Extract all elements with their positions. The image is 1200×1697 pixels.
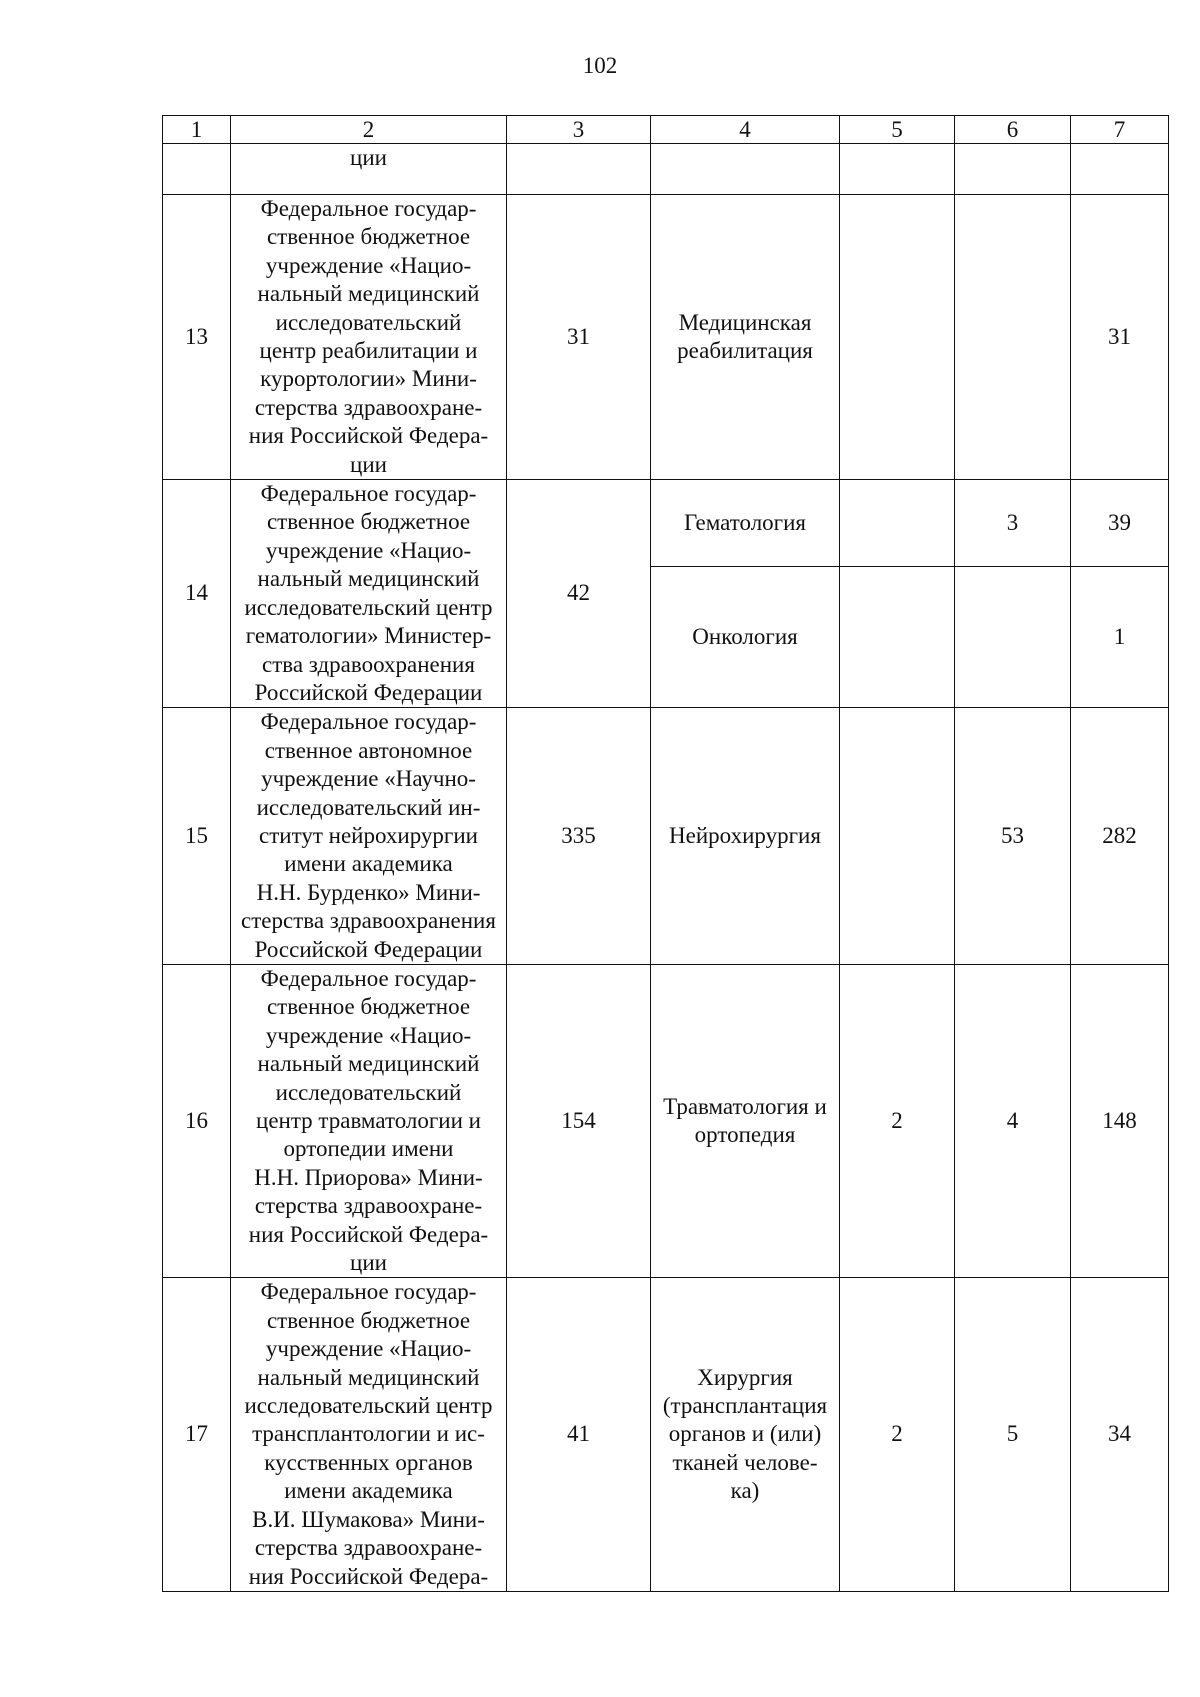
organization-line: имени академика [284,851,453,877]
organization-line: Федеральное государ- [260,709,477,735]
total-cell: 41 [507,1278,651,1591]
profile-line: Гематология [683,509,806,535]
total-cell: 335 [507,708,651,965]
organization-line: ственное бюджетное [266,224,471,250]
organization-cell [231,708,507,965]
organization-line: исследовательский [275,309,462,335]
column-number-cell: 2 [231,116,507,144]
col6-cell: 53 [955,708,1071,965]
profile-line: ортопедия [694,1122,796,1148]
table-row [163,964,1169,1277]
table-row [163,480,1169,567]
profile-line: Травматология и [663,1093,827,1119]
col6-cell: 5 [955,1278,1071,1591]
organization-line: учреждение «Нацио- [265,537,472,563]
profile-line: Онкология [692,623,798,649]
organization-line: ститут нейрохирургии [259,822,478,848]
organization-line: ния Российской Федера- [248,423,489,449]
total-cell: 31 [507,195,651,480]
organization-line: нальный медицинский [257,1364,480,1390]
organization-line: стерства здравоохранения [241,908,496,934]
organization-line: имени академика [284,1478,453,1504]
total-cell [507,144,651,195]
organization-line: стерства здравоохране- [254,394,483,420]
organization-line: ства здравоохранения [262,651,475,677]
organization-line: ственное автономное [264,737,473,763]
organization-line: ния Российской Федера- [248,1221,489,1247]
organization-line: Федеральное государ- [260,196,477,221]
organization-line: исследовательский центр [244,1393,493,1419]
organization-line: Российской Федерации [254,679,483,705]
profile-cell [651,144,840,195]
organization-line: учреждение «Нацио- [265,1022,472,1048]
organization-line: учреждение «Нацио- [265,252,472,278]
organization-line: кусственных органов [264,1449,473,1475]
organization-line: центр реабилитации и [259,338,478,364]
organization-line: Федеральное государ- [260,1279,477,1305]
col7-cell [1071,144,1169,195]
organization-line: центр травматологии и [256,1108,481,1133]
organization-line: учреждение «Нацио- [265,1336,472,1362]
col6-cell [955,195,1071,480]
col7-cell: 1 [1071,566,1169,707]
profile-line: Нейрохирургия [669,822,821,848]
col5-cell [840,708,955,965]
column-number-cell: 6 [955,116,1071,144]
organization-line: нальный медицинский [257,566,480,592]
table-row [163,708,1169,965]
col5-cell: 2 [840,964,955,1277]
organization-line: исследовательский центр [244,594,493,620]
profile-cell [651,964,840,1277]
col5-cell [840,480,955,567]
col6-cell: 3 [955,480,1071,567]
col7-cell: 39 [1071,480,1169,567]
row-number-cell: 17 [163,1278,231,1591]
organization-line: Федеральное государ- [260,965,477,991]
profile-line: реабилитация [677,338,813,364]
organization-cell [231,195,507,480]
col7-cell: 31 [1071,195,1169,480]
organization-line: Федеральное государ- [260,481,477,507]
organization-line: ственное бюджетное [266,994,471,1020]
organization-line: нальный медицинский [257,281,480,307]
column-number-cell: 3 [507,116,651,144]
profile-line: ка) [730,1478,760,1504]
organization-line: курортологии» Мини- [260,366,477,392]
organization-line: учреждение «Научно- [261,766,476,792]
organization-cell [231,480,507,708]
organization-line: ции [350,145,387,170]
profile-line: органов и (или) [668,1421,822,1447]
profile-cell [651,195,840,480]
organization-line: стерства здравоохране- [254,1193,483,1219]
col7-cell: 34 [1071,1278,1169,1591]
organization-line: ции [350,1250,387,1276]
col6-cell [955,144,1071,195]
col6-cell [955,566,1071,707]
organization-line: Российской Федерации [254,936,483,962]
profile-cell [651,566,840,707]
column-number-cell: 1 [163,116,231,144]
organization-line: Н.Н. Приорова» Мини- [254,1164,483,1190]
column-number-cell: 7 [1071,116,1169,144]
col6-cell: 4 [955,964,1071,1277]
col5-cell [840,566,955,707]
organization-line: исследовательский ин- [256,794,481,820]
organization-line: нальный медицинский [257,1051,480,1077]
row-number-cell: 13 [163,195,231,480]
row-number-cell [163,144,231,195]
col5-cell [840,195,955,480]
row-number-cell: 15 [163,708,231,965]
col5-cell: 2 [840,1278,955,1591]
col7-cell: 282 [1071,708,1169,965]
organization-line: ственное бюджетное [266,1307,471,1333]
total-cell: 154 [507,964,651,1277]
organization-line: В.И. Шумакова» Мини- [252,1506,485,1532]
profile-line: (трансплантация [662,1393,828,1419]
profile-cell [651,708,840,965]
organization-line: ния Российской Федера- [248,1563,489,1589]
table-row [163,195,1169,480]
total-cell: 42 [507,480,651,708]
column-number-cell: 4 [651,116,840,144]
table-row [163,1278,1169,1591]
continuation-row [163,144,1169,195]
organization-line: ции [350,451,387,477]
col7-cell: 148 [1071,964,1169,1277]
page-number: 102 [582,53,618,78]
organization-line: исследовательский [275,1079,462,1105]
col5-cell [840,144,955,195]
organization-cell [231,144,507,195]
profile-line: Медицинская [678,309,812,335]
organization-line: Н.Н. Бурденко» Мини- [256,879,481,905]
organization-line: стерства здравоохране- [254,1535,483,1561]
row-number-cell: 16 [163,964,231,1277]
profile-cell [651,1278,840,1591]
profile-line: тканей челове- [672,1449,818,1475]
column-number-cell: 5 [840,116,955,144]
column-number-row [163,116,1169,144]
organization-cell [231,964,507,1277]
row-number-cell: 14 [163,480,231,708]
data-table [162,115,1169,1592]
organization-cell [231,1278,507,1591]
profile-cell [651,480,840,567]
organization-line: гематологии» Министер- [245,623,492,649]
organization-line: трансплантологии и ис- [252,1421,485,1447]
organization-line: ортопедии имени [283,1136,454,1162]
organization-line: ственное бюджетное [266,509,471,535]
profile-line: Хирургия [697,1364,793,1390]
